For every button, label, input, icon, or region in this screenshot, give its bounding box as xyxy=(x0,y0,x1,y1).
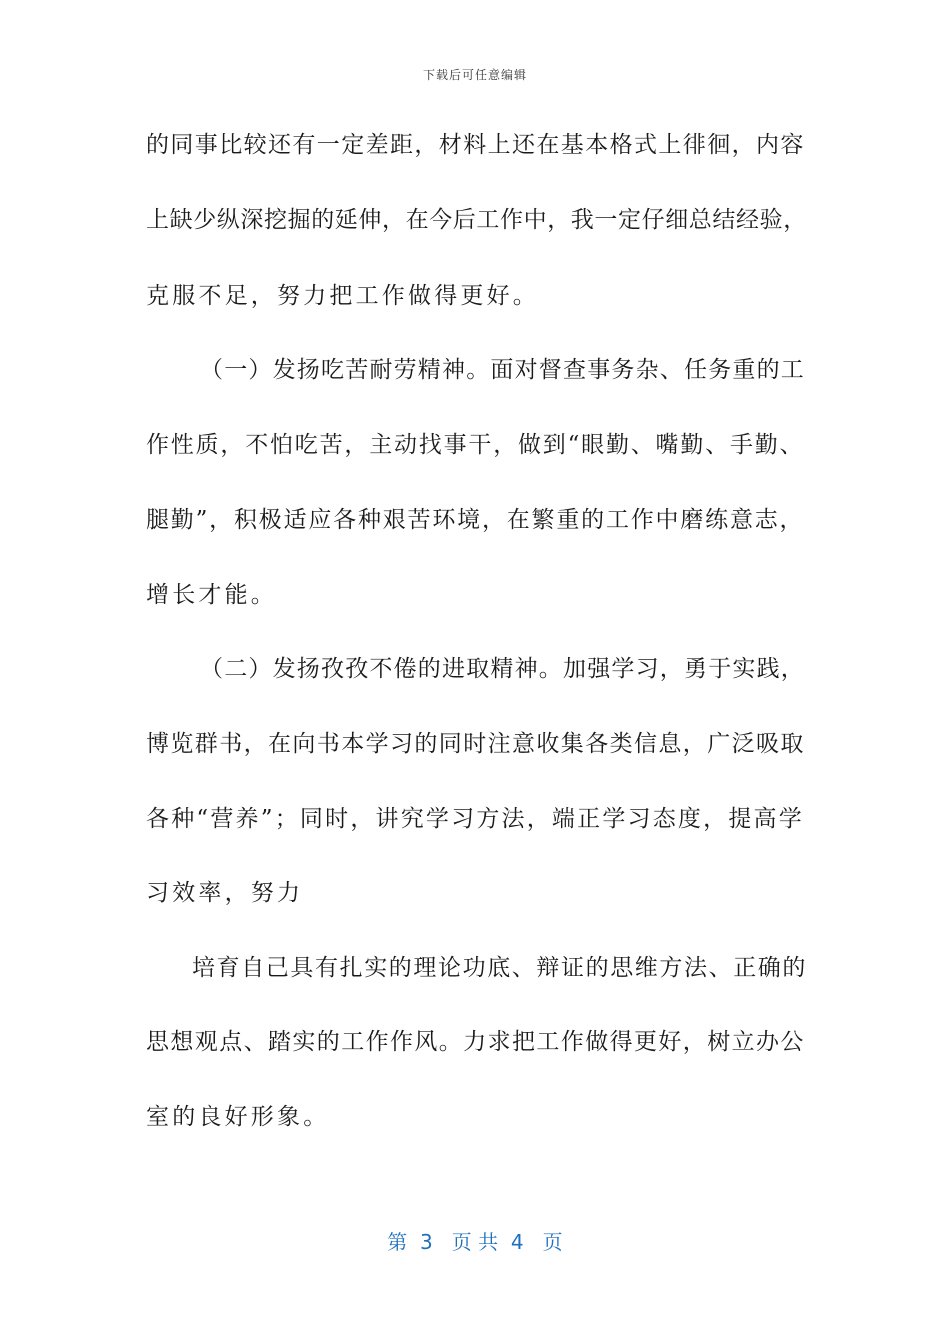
text-line: 克服不足，努力把工作做得更好。 xyxy=(146,283,539,309)
text-line: 培育自己具有扎实的理论功底、辩证的思维方法、正确的 xyxy=(192,955,807,981)
text-line: （一）发扬吃苦耐劳精神。面对督查事务杂、任务重的工 xyxy=(200,357,805,383)
page-number-label: 第 3 页 共 4 页 xyxy=(387,1230,563,1254)
text-line: 的同事比较还有一定差距，材料上还在基本格式上徘徊，内容 xyxy=(146,132,805,158)
page-footer xyxy=(0,1226,950,1255)
text-line: （二）发扬孜孜不倦的进取精神。加强学习，勇于实践， xyxy=(200,656,805,682)
text-line: 思想观点、踏实的工作作风。力求把工作做得更好，树立办公 xyxy=(146,1029,805,1055)
text-line: 增长才能。 xyxy=(146,582,277,608)
text-line: 腿勤”，积极适应各种艰苦环境，在繁重的工作中磨练意志， xyxy=(146,507,805,533)
text-line: 习效率，努力 xyxy=(146,880,304,906)
text-line: 室的良好形象。 xyxy=(146,1104,330,1130)
text-line: 博览群书，在向书本学习的同时注意收集各类信息，广泛吸取 xyxy=(146,731,805,757)
page-header: 下载后可任意编辑 xyxy=(422,68,527,82)
text-line: 作性质，不怕吃苦，主动找事干，做到“眼勤、嘴勤、手勤、 xyxy=(146,432,805,458)
text-line: 各种“营养”；同时，讲究学习方法，端正学习态度，提高学 xyxy=(146,806,804,832)
text-line: 上缺少纵深挖掘的延伸，在今后工作中，我一定仔细总结经验， xyxy=(146,207,807,233)
